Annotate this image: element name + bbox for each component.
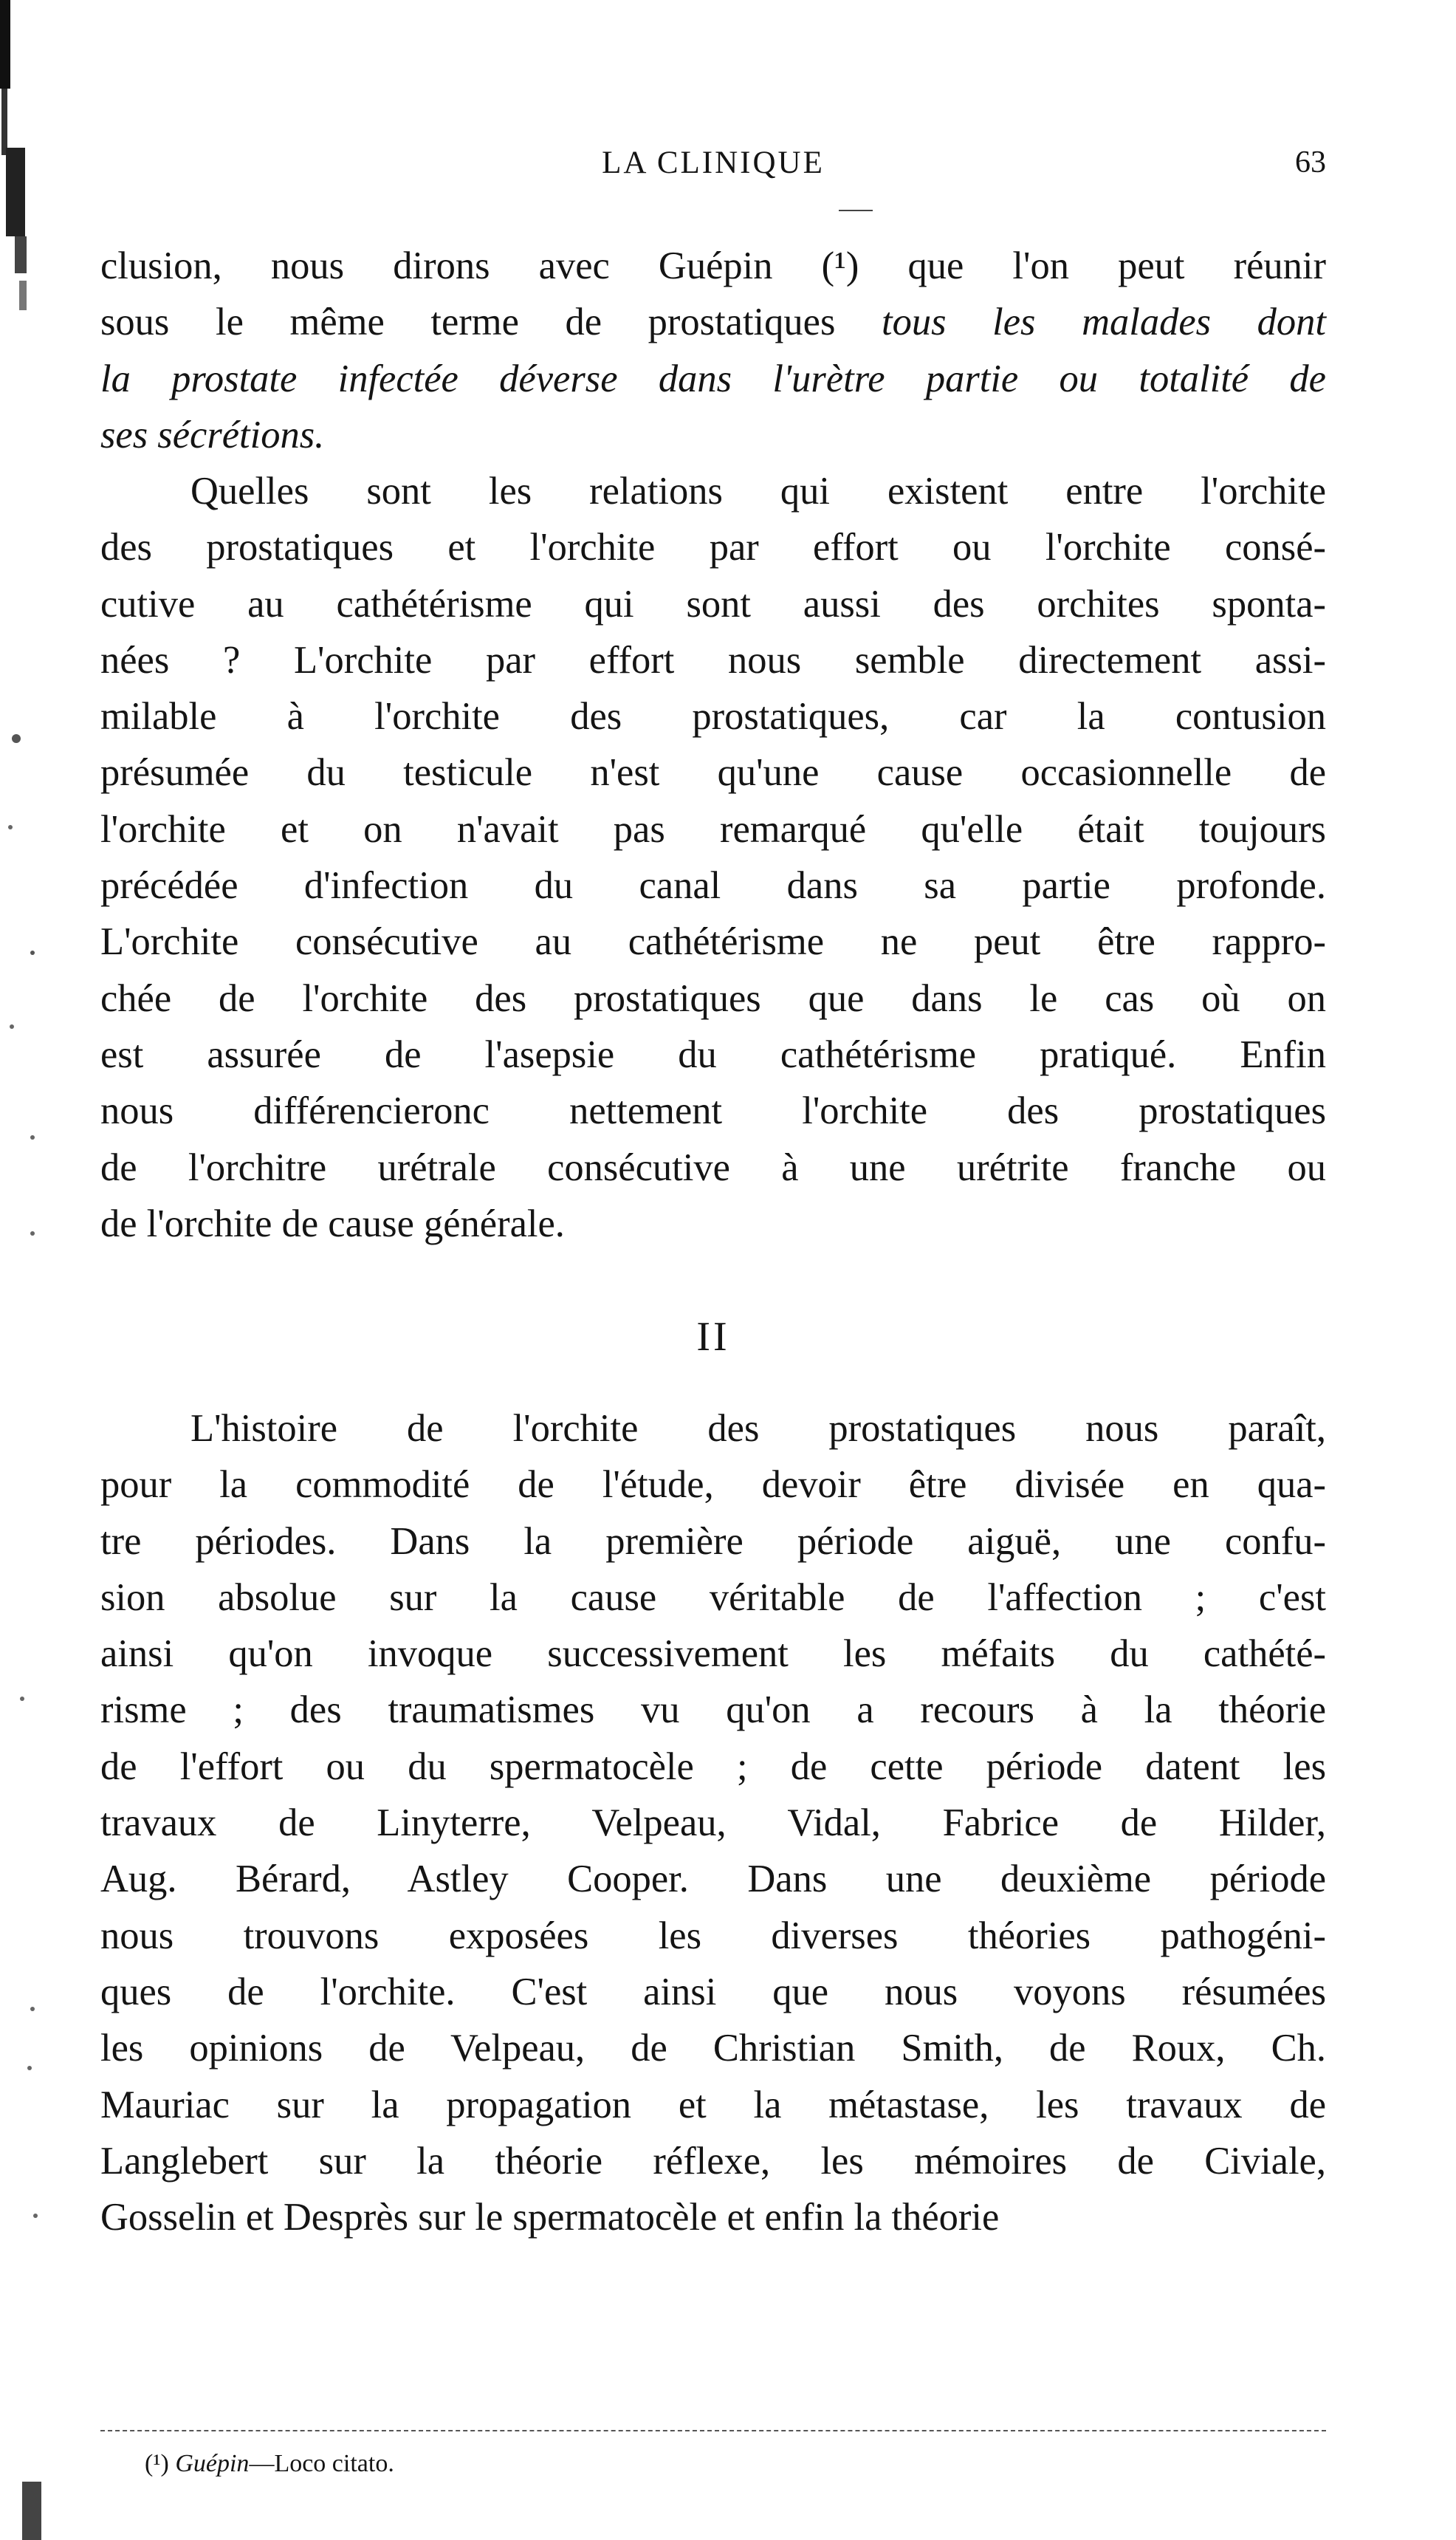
scan-edge-marks <box>0 0 44 2540</box>
text-line: tre périodes. Dans la première période aiguë, une confu- <box>100 1519 1326 1563</box>
text-line: Aug. Bérard, Astley Cooper. Dans une deuxième période <box>100 1858 1326 1901</box>
text-line: Langlebert sur la théorie réflexe, les mémoires de Civiale, <box>100 2139 1326 2183</box>
text-line: risme ; des traumatismes vu qu'on a recours à la théorie <box>100 1688 1326 1732</box>
text-line: est assurée de l'asepsie du cathétérisme pratiqué. Enfin <box>100 1033 1326 1076</box>
text-line: travaux de Linyterre, Velpeau, Vidal, Fabrice de Hilder, <box>100 1801 1326 1845</box>
text-span: sous le même terme de prostatiques <box>100 301 882 344</box>
footnote-marker: (¹) <box>145 2450 169 2477</box>
text-line <box>100 407 1326 463</box>
text-line: de l'orchite de cause générale. <box>100 1202 565 1245</box>
running-head <box>100 145 1326 196</box>
footnote <box>145 2445 394 2482</box>
text-line: Mauriac sur la propagation et la métastase, les travaux de <box>100 2083 1326 2126</box>
paragraph-1 <box>100 238 1326 463</box>
text-line: ques de l'orchite. C'est ainsi que nous voyons résumées <box>100 1970 1326 2013</box>
paragraph-2 <box>100 463 1326 1252</box>
text-line: de l'orchitre urétrale consécutive à une urétrite franche ou <box>100 1146 1326 1189</box>
text-line: pour la commodité de l'étude, devoir être divisée en qua- <box>100 1463 1326 1507</box>
text-line: l'orchite et on n'avait pas remarqué qu'elle était toujours <box>100 807 1326 851</box>
text-line: sion absolue sur la cause véritable de l'affection ; c'est <box>100 1575 1326 1619</box>
text-line: L'orchite consécutive au cathétérisme ne peut être rappro- <box>100 920 1326 964</box>
footnote-author: Guépin <box>175 2450 250 2477</box>
footnote-rule <box>100 2430 1326 2431</box>
text-line: nées ? L'orchite par effort nous semble directement assi- <box>100 638 1326 682</box>
page-number: 63 <box>1295 146 1326 179</box>
italic-span: ses sécrétions. <box>100 413 325 456</box>
text-line: présumée du testicule n'est qu'une cause occasionnelle de <box>100 751 1326 795</box>
text-line: des prostatiques et l'orchite par effort ou l'orchite consé- <box>100 526 1326 569</box>
text-line: cutive au cathétérisme qui sont aussi des orchites sponta- <box>100 582 1326 626</box>
text-line <box>100 351 1326 407</box>
text-line: nous trouvons exposées les diverses théories pathogéni- <box>100 1914 1326 1957</box>
paragraph-3 <box>100 1400 1326 2245</box>
text-line: Quelles sont les relations qui existent entre l'orchite <box>190 470 1326 513</box>
italic-span: tous les malades dont <box>882 301 1327 344</box>
text-line <box>100 294 1326 350</box>
footnote-text: —Loco citato. <box>249 2450 394 2477</box>
text-line <box>100 238 1326 294</box>
text-line: précédée d'infection du canal dans sa partie profonde. <box>100 864 1326 908</box>
text-span: clusion, nous dirons avec Guépin (¹) que l'on peut réunir <box>100 244 1326 287</box>
text-line: chée de l'orchite des prostatiques que dans le cas où on <box>100 976 1326 1020</box>
header-ornament <box>839 210 873 211</box>
text-line: Gosselin et Desprès sur le spermatocèle et enfin la théorie <box>100 2196 1000 2239</box>
text-line: milable à l'orchite des prostatiques, car la contusion <box>100 695 1326 739</box>
running-head-title: LA CLINIQUE <box>602 146 825 180</box>
text-line: L'histoire de l'orchite des prostatiques nous paraît, <box>190 1407 1326 1450</box>
text-line: de l'effort ou du spermatocèle ; de cette période datent les <box>100 1745 1326 1788</box>
text-line: ainsi qu'on invoque successivement les méfaits du cathété- <box>100 1632 1326 1676</box>
section-numeral: II <box>696 1314 730 1360</box>
text-line: les opinions de Velpeau, de Christian Smith, de Roux, Ch. <box>100 2027 1326 2070</box>
italic-span: la prostate infectée déverse dans l'urètre partie ou totalité de <box>100 357 1326 400</box>
text-line: nous différencieronc nettement l'orchite des prostatiques <box>100 1089 1326 1133</box>
